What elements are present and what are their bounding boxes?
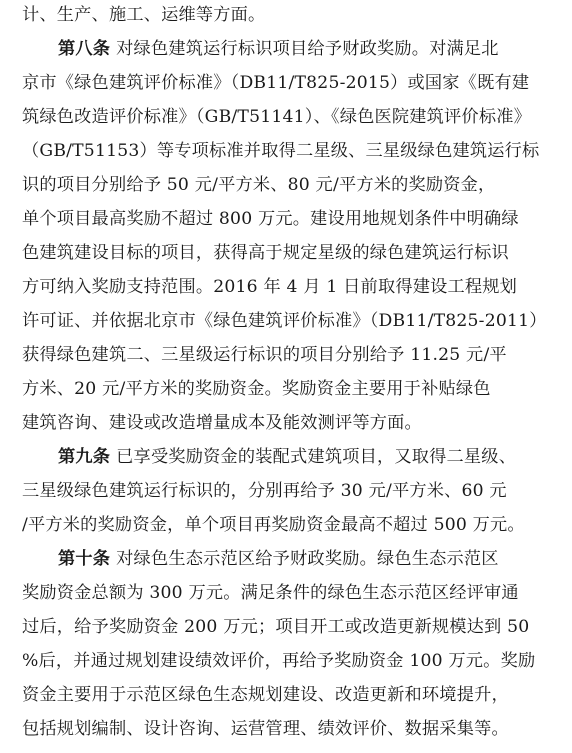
- text-line: 资金主要用于示范区绿色生态规划建设、改造更新和环境提升，: [22, 685, 509, 705]
- text-line: 获得绿色建筑二、三星级运行标识的项目分别给予 11.25 元/平: [22, 345, 507, 365]
- text-line: 方米、20 元/平方米的奖励资金。奖励资金主要用于补贴绿色: [22, 379, 491, 399]
- text-line: 建筑咨询、建设或改造增量成本及能效测评等方面。: [22, 413, 422, 433]
- text-line: 许可证、并依据北京市《绿色建筑评价标准》（DB11/T825-2011）: [22, 311, 547, 331]
- text-line: 方可纳入奖励支持范围。2016 年 4 月 1 日前取得建设工程规划: [22, 277, 518, 297]
- article-heading: 第八条: [58, 39, 111, 59]
- text-line: （GB/T51153）等专项标准并取得二星级、三星级绿色建筑运行标: [22, 141, 540, 161]
- text-line: 计、生产、施工、运维等方面。: [22, 5, 266, 25]
- text-line: 单个项目最高奖励不超过 800 万元。建设用地规划条件中明确绿: [22, 209, 519, 229]
- article-10-line: 第十条 对绿色生态示范区给予财政奖励。绿色生态示范区: [58, 549, 499, 569]
- text-line: 包括规划编制、设计咨询、运营管理、绩效评价、数据采集等。: [22, 719, 509, 739]
- text-line: 色建筑建设目标的项目，获得高于规定星级的绿色建筑运行标识: [22, 243, 509, 263]
- article-8-line: 第八条 对绿色建筑运行标识项目给予财政奖励。对满足北: [58, 39, 499, 59]
- text-line: %后，并通过规划建设绩效评价，再给予奖励资金 100 万元。奖励: [22, 651, 536, 671]
- article-heading: 第十条: [58, 549, 111, 569]
- article-heading: 第九条: [58, 447, 111, 467]
- text-line: 京市《绿色建筑评价标准》（DB11/T825-2015）或国家《既有建: [22, 73, 530, 93]
- text-line: 奖励资金总额为 300 万元。满足条件的绿色生态示范区经评审通: [22, 583, 519, 603]
- text-line: 筑绿色改造评价标准》（GB/T51141）、《绿色医院建筑评价标准》: [22, 107, 531, 127]
- text-line: 识的项目分别给予 50 元/平方米、80 元/平方米的奖励资金，: [22, 175, 496, 195]
- article-9-line: 第九条 已享受奖励资金的装配式建筑项目，又取得二星级、: [58, 447, 517, 467]
- text-line: /平方米的奖励资金，单个项目再奖励资金最高不超过 500 万元。: [22, 515, 525, 535]
- text-line: 过后，给予奖励资金 200 万元；项目开工或改造更新规模达到 50: [22, 617, 530, 637]
- text-line: 三星级绿色建筑运行标识的，分别再给予 30 元/平方米、60 元: [22, 481, 507, 501]
